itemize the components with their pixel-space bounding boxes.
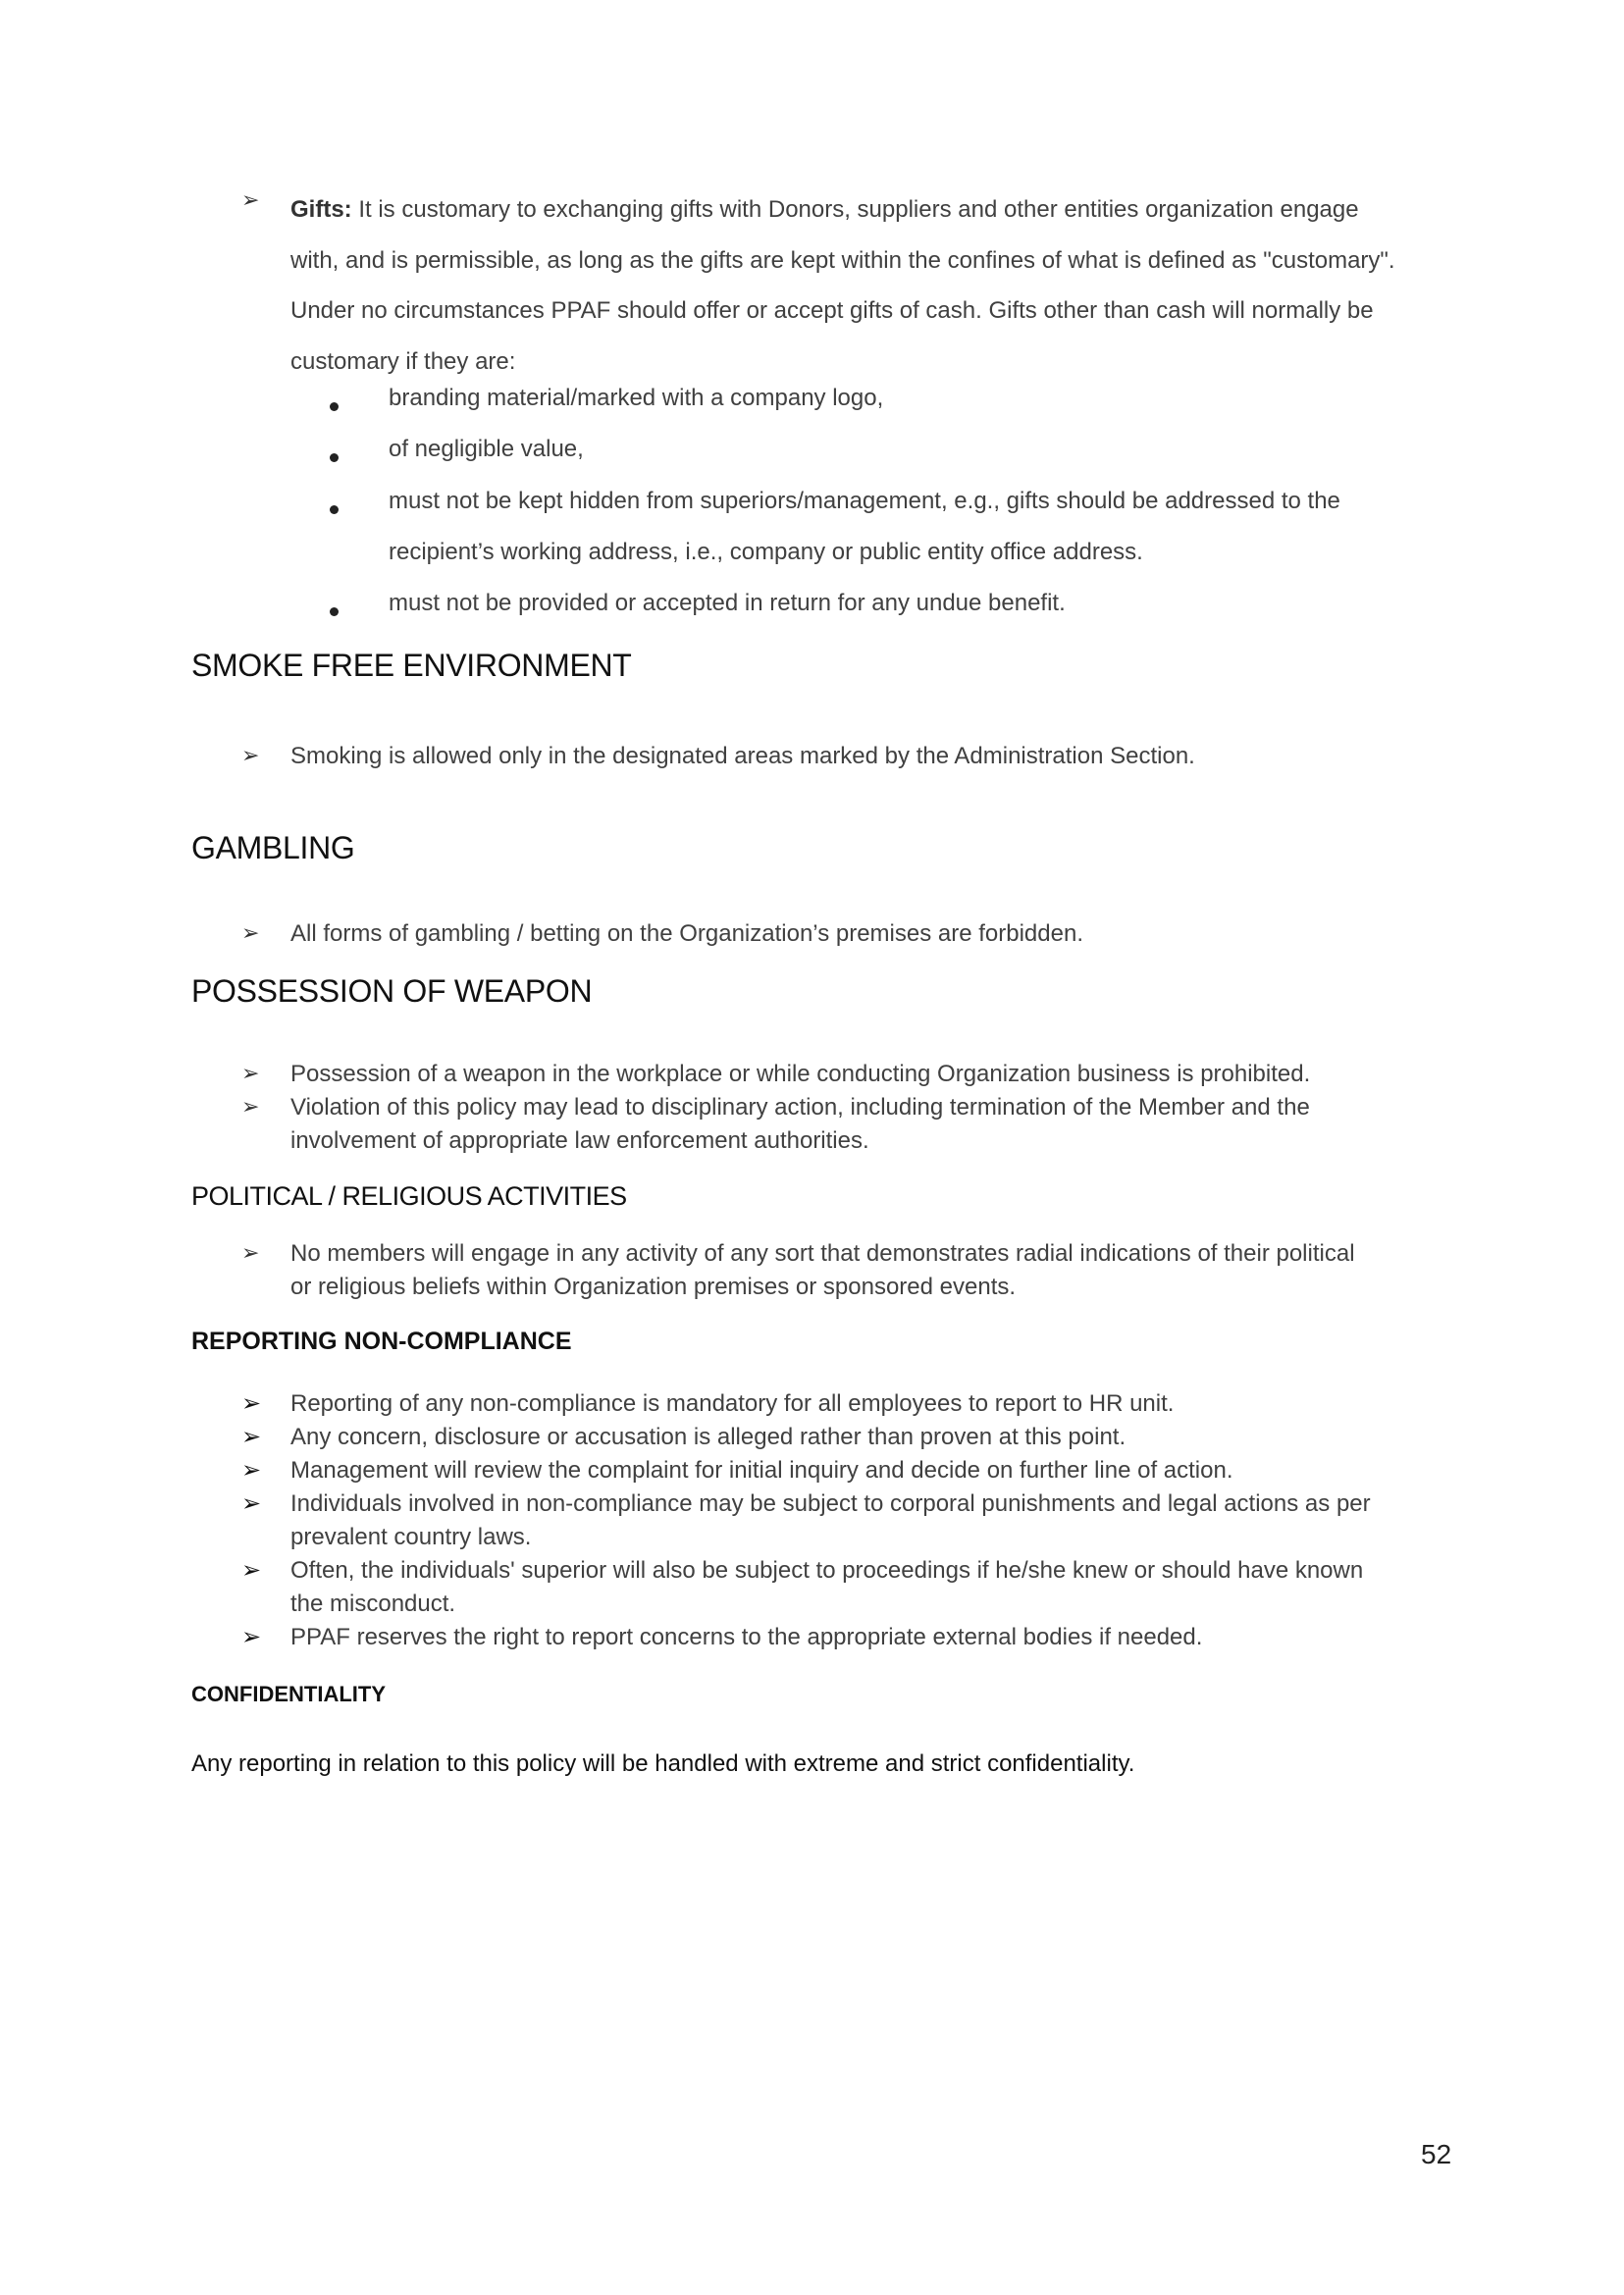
arrow-bullet-icon: ➢	[241, 1062, 260, 1086]
document-page: ➢ Gifts: It is customary to exchanging gifts with Donors, suppliers and other entities organization engage with, and is permissible, as long as the gifts are kept within the confines of what is defined as "customary". Under no circumstances PPAF should offer or accept gifts of cash. Gifts other than cash will normally be customary if they are: branding material/marked with a company logo, of negligible value, must not be kept hidden from superiors/management, e.g., gifts should be addressed to the recipient’s working address, i.e., company or public entity office address. must not be provided or accepted in return for any undue benefit. SMOKE FREE ENVIRONMENT ➢ Smoking is allowed only in the designated areas marked by the Administration Section. GAMBLING ➢ All forms of gambling / betting on the Organization’s premises are forbidden. POSSESSION OF WEAPON ➢ Possession of a weapon in the workplace or while conducting Organization business is prohibited. ➢ Violation of this policy may lead to disciplinary action, including termination of the Member and the involvement of appropriate law enforcement authorities. POLITICAL / RELIGIOUS ACTIVITIES ➢ No members will engage in any activity of any sort that demonstrates radial indications of their political or religious beliefs within Organization premises or sponsored events. REPORTING NON-COMPLIANCE ➢ Reporting of any non-compliance is mandatory for all employees to report to HR unit. ➢ Any concern, disclosure or accusation is alleged rather than proven at this point. ➢ Management will review the complaint for initial inquiry and decide on further line of action. ➢ Individuals involved in non-compliance may be subject to corporal punishments and legal actions as per prevalent country laws. ➢ Often, the individuals' superior will also be subject to proceedings if he/she knew or should have known the misconduct. ➢ PPAF reserves the right to report concerns to the appropriate external bodies if needed. CONFIDENTIALITY Any reporting in relation to this policy will be handled with extreme and strict confidentiality. 52	[0, 0, 1624, 2295]
smoke-heading: SMOKE FREE ENVIRONMENT	[191, 648, 632, 683]
confidentiality-heading: CONFIDENTIALITY	[191, 1682, 386, 1706]
arrow-bullet-icon: ➢	[241, 188, 260, 213]
arrow-bullet-icon: ➢	[241, 1456, 262, 1484]
gifts-line-4: customary if they are:	[290, 347, 516, 375]
gifts-line-3: Under no circumstances PPAF should offer or accept gifts of cash. Gifts other than cash will normally be	[290, 297, 1374, 324]
arrow-bullet-icon: ➢	[241, 1489, 262, 1517]
arrow-bullet-icon: ➢	[241, 1556, 262, 1584]
page-number: 52	[1421, 2139, 1452, 2169]
gambling-heading: GAMBLING	[191, 830, 355, 865]
political-heading: POLITICAL / RELIGIOUS ACTIVITIES	[191, 1181, 627, 1211]
arrow-bullet-icon: ➢	[241, 1095, 260, 1120]
weapon-heading: POSSESSION OF WEAPON	[191, 973, 593, 1009]
gifts-line-1: Gifts: It is customary to exchanging gifts with Donors, suppliers and other entities organization engage	[290, 196, 1359, 223]
gifts-line-2: with, and is permissible, as long as the gifts are kept within the confines of what is defined as "customary".	[290, 246, 1395, 274]
bullet-dot-icon	[330, 505, 339, 514]
gifts-label: Gifts:	[290, 196, 352, 223]
arrow-bullet-icon: ➢	[241, 1389, 262, 1417]
bullet-dot-icon	[330, 402, 339, 411]
confidentiality-text: Any reporting in relation to this policy will be handled with extreme and strict confidentiality.	[191, 1750, 1135, 1777]
bullet-dot-icon	[330, 607, 339, 616]
gifts-paragraph	[290, 184, 1458, 387]
bullet-dot-icon	[330, 453, 339, 462]
arrow-bullet-icon: ➢	[241, 1241, 260, 1266]
arrow-bullet-icon: ➢	[241, 1423, 262, 1450]
arrow-bullet-icon: ➢	[241, 921, 260, 946]
arrow-bullet-icon: ➢	[241, 744, 260, 768]
arrow-bullet-icon: ➢	[241, 1623, 262, 1650]
reporting-heading: REPORTING NON-COMPLIANCE	[191, 1328, 572, 1355]
